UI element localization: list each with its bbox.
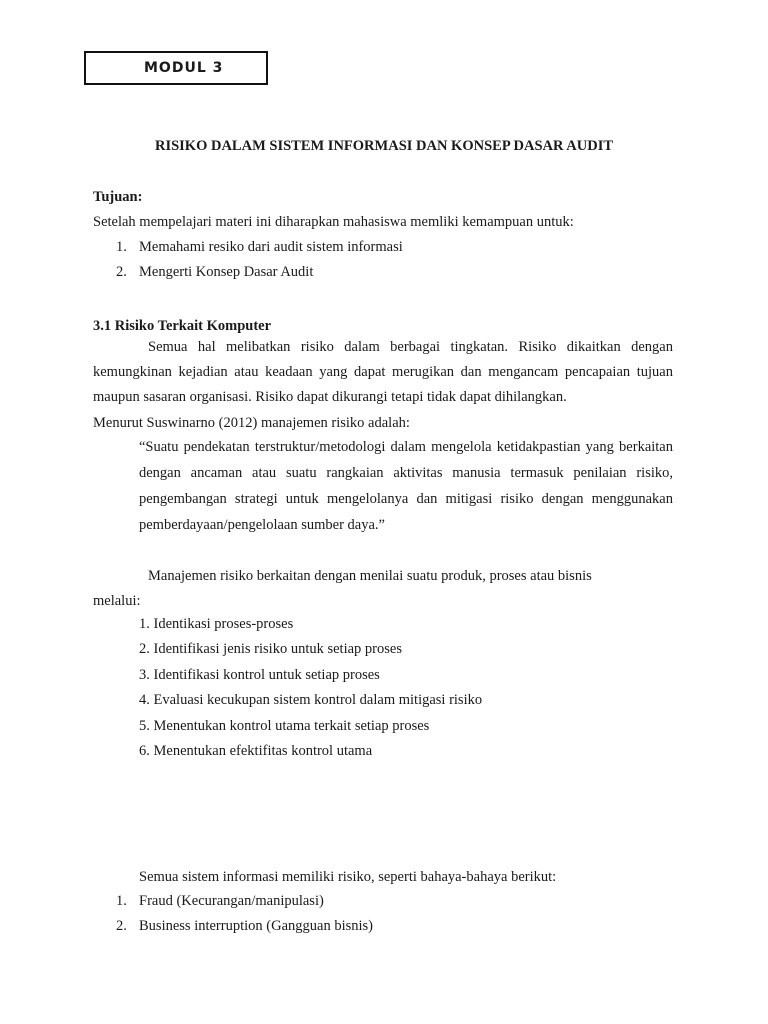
definition-quote: “Suatu pendekatan terstruktur/metodologi dalam mengelola ketidakpastian yang berkaitan dengan ancaman atau suatu rangkaian aktivitas manusia termasuk penilaian risiko, pengembangan strategi untuk mengelolanya dan mitigasi risiko dengan menggunakan pemberdayaan/pengelolaan sumber daya.”	[139, 439, 673, 533]
module-label-box	[84, 51, 268, 85]
list-item-text: Fraud (Kecurangan/manipulasi)	[139, 893, 324, 909]
list-item	[116, 235, 403, 260]
objectives-intro: Setelah mempelajari materi ini diharapkan mahasiswa memliki kemampuan untuk:	[93, 214, 574, 230]
list-item-text: Memahami resiko dari audit sistem informasi	[139, 239, 403, 255]
list-item-text: Business interruption (Gangguan bisnis)	[139, 918, 373, 934]
list-item: 4. Evaluasi kecukupan sistem kontrol dalam mitigasi risiko	[139, 692, 483, 709]
list-item: 2. Identifikasi jenis risiko untuk setiap proses	[139, 641, 402, 658]
module-label: MODUL 3	[144, 59, 224, 76]
definition-intro: Menurut Suswinarno (2012) manajemen risiko adalah:	[93, 415, 410, 431]
threats-list	[116, 889, 373, 939]
list-item	[116, 260, 403, 285]
list-item-number: 2.	[116, 918, 127, 934]
list-item-number: 1.	[116, 239, 127, 255]
paragraph-text-line: melalui:	[93, 593, 141, 609]
list-item: 1. Identikasi proses-proses	[139, 616, 294, 632]
list-item-text: Mengerti Konsep Dasar Audit	[139, 264, 314, 280]
section-heading: 3.1 Risiko Terkait Komputer	[93, 318, 272, 334]
threats-intro: Semua sistem informasi memiliki risiko, seperti bahaya-bahaya berikut:	[139, 869, 557, 885]
list-item-number: 2.	[116, 264, 127, 280]
list-item	[116, 914, 373, 939]
risk-management-steps	[139, 612, 482, 764]
list-item: 5. Menentukan kontrol utama terkait setiap proses	[139, 717, 430, 734]
objectives-list	[116, 235, 403, 285]
list-item-number: 1.	[116, 893, 127, 909]
document-title: RISIKO DALAM SISTEM INFORMASI DAN KONSEP DASAR AUDIT	[154, 138, 614, 154]
list-item: 6. Menentukan efektifitas kontrol utama	[139, 742, 373, 759]
paragraph-text: Semua hal melibatkan risiko dalam berbagai tingkatan. Risiko dikaitkan dengan kemungkinan kejadian atau keadaan yang dapat merugikan dan mengancam pencapaian tujuan maupun sasaran organisasi. Risiko dapat dikurangi tetapi tidak dapat dihilangkan.	[93, 339, 673, 405]
paragraph-text-line: Manajemen risiko berkaitan dengan menilai suatu produk, proses atau bisnis	[148, 568, 592, 584]
list-item	[116, 889, 373, 914]
paragraph	[93, 564, 673, 614]
paragraph	[93, 335, 673, 410]
objectives-heading: Tujuan:	[93, 189, 143, 205]
list-item: 3. Identifikasi kontrol untuk setiap proses	[139, 666, 380, 683]
